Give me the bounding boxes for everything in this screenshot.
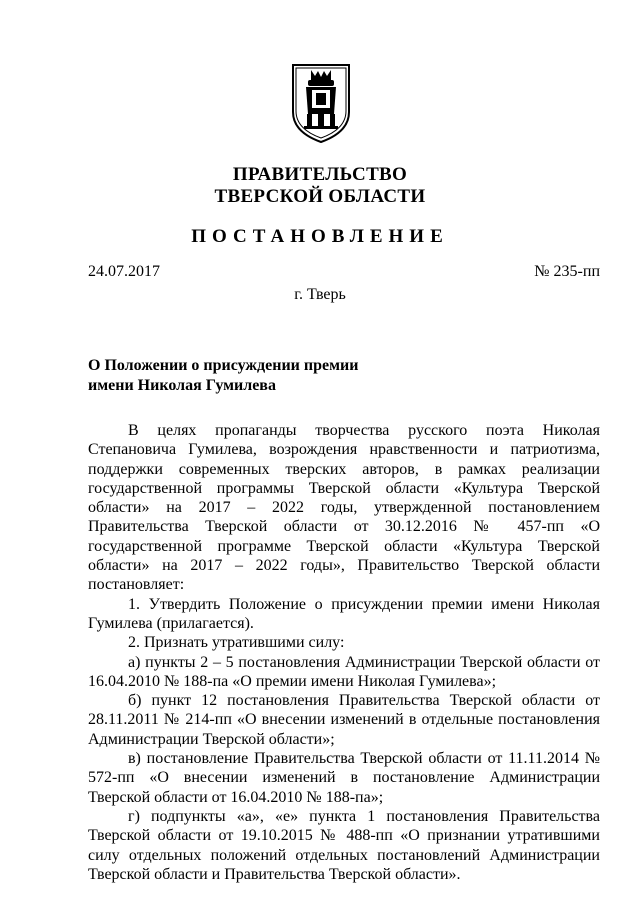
document-date: 24.07.2017 [88,263,160,280]
government-region: ТВЕРСКОЙ ОБЛАСТИ [214,186,426,207]
body-paragraph: а) пункты 2 – 5 постановления Администрации Тверской области от 16.04.2010 № 188-па «О премии имени Николая Гумилева»; [88,653,600,690]
document-type: ПОСТАНОВЛЕНИЕ [191,226,449,247]
body-paragraph: в) постановление Правительства Тверской области от 11.11.2014 № 572-пп «О внесении изменений в постановление Администрации Тверской области от 16.04.2010 № 188-па»; [88,750,600,806]
document-body [88,421,600,884]
body-paragraph: г) подпункты «а», «е» пункта 1 постановления Правительства Тверской области от 19.10.2015 № 488-пп «О признании утратившими силу отдельных положений отдельных постановлений Администрации Тверской области и Правительства Тверской области». [88,807,600,883]
document-city: г. Тверь [294,286,346,303]
document-subject [88,356,408,396]
body-paragraph: 1. Утвердить Положение о присуждении премии имени Николая Гумилева (прилагается). [88,595,600,632]
tver-coat-of-arms-icon [290,62,352,144]
body-paragraph: б) пункт 12 постановления Правительства Тверской области от 28.11.2011 № 214-пп «О внесении изменений в отдельные постановления Администрации Тверской области»; [88,692,600,748]
subject-line: имени Николая Гумилева [88,377,276,394]
document-number: № 235-пп [534,263,600,280]
government-title: ПРАВИТЕЛЬСТВО [232,164,408,185]
body-paragraph: В целях пропаганды творчества русского поэта Николая Степановича Гумилева, возрождения нравственности и патриотизма, поддержки современных тверских авторов, в рамках реализации государственной программы Тверской области «Культура Тверской области» на 2017 – 2022 годы, утвержденной постановлением Правительства Тверской области от 30.12.2016 № 457-пп «О государственной программе Тверской области «Культура Тверской области» на 2017 – 2022 годы», Правительство Тверской области постановляет: [88,422,600,594]
body-paragraph: 2. Признать утратившими силу: [128,634,345,652]
subject-line: О Положении о присуждении премии [88,357,359,374]
